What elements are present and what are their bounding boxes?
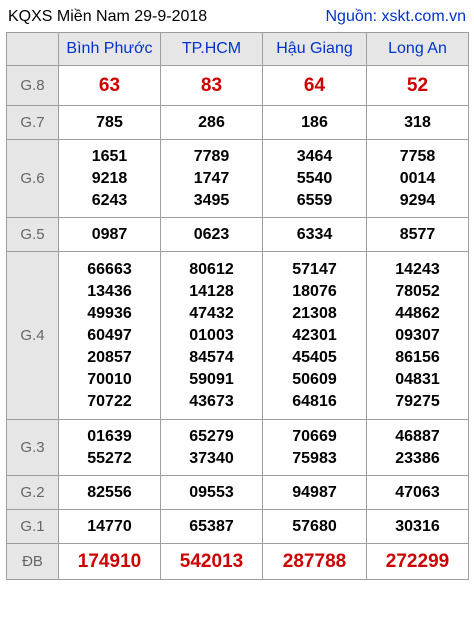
result-number: 01639 — [87, 427, 132, 445]
result-number: 49936 — [87, 304, 132, 322]
source-link[interactable]: Nguồn: xskt.com.vn — [325, 8, 466, 25]
result-number: 7758 — [399, 147, 436, 165]
result-number: 75983 — [292, 449, 337, 467]
prize-label: G.2 — [7, 476, 59, 510]
result-number: 287788 — [282, 550, 347, 572]
page-header — [6, 2, 468, 32]
result-number: 78052 — [395, 282, 440, 300]
result-number: 63 — [98, 74, 121, 96]
result-number: 174910 — [77, 550, 142, 572]
table-header-row — [7, 33, 469, 66]
result-cell — [161, 140, 263, 218]
table-row — [7, 218, 469, 252]
result-number: 60497 — [87, 326, 132, 344]
result-number: 79275 — [395, 392, 440, 410]
result-number: 80612 — [189, 260, 234, 278]
table-row — [7, 476, 469, 510]
result-cell — [367, 476, 469, 510]
result-cell — [161, 420, 263, 476]
prize-label: ĐB — [7, 544, 59, 580]
table-row — [7, 510, 469, 544]
result-number: 5540 — [296, 169, 333, 187]
result-cell — [263, 476, 367, 510]
result-number: 1651 — [91, 147, 128, 165]
result-number: 04831 — [395, 370, 440, 388]
result-number: 14128 — [189, 282, 234, 300]
result-number: 286 — [198, 113, 225, 131]
table-row — [7, 252, 469, 420]
result-number: 66663 — [87, 260, 132, 278]
result-cell — [367, 140, 469, 218]
result-number: 6243 — [91, 191, 128, 209]
result-number: 01003 — [189, 326, 234, 344]
result-number: 6334 — [296, 225, 333, 243]
result-cell — [367, 510, 469, 544]
result-number: 8577 — [399, 225, 436, 243]
result-cell — [367, 106, 469, 140]
result-number: 272299 — [385, 550, 450, 572]
result-number: 44862 — [395, 304, 440, 322]
column-header-tp-hcm: TP.HCM — [161, 33, 263, 66]
result-cell — [59, 106, 161, 140]
result-cell — [59, 420, 161, 476]
result-number: 18076 — [292, 282, 337, 300]
result-cell — [59, 66, 161, 106]
result-cell — [367, 66, 469, 106]
result-number: 186 — [301, 113, 328, 131]
table-row — [7, 66, 469, 106]
results-page — [6, 2, 468, 580]
table-row — [7, 140, 469, 218]
result-cell — [59, 476, 161, 510]
result-number: 57680 — [292, 517, 337, 535]
result-cell — [59, 218, 161, 252]
result-cell — [161, 106, 263, 140]
result-cell — [263, 510, 367, 544]
result-number: 55272 — [87, 449, 132, 467]
result-cell — [367, 218, 469, 252]
result-number: 3464 — [296, 147, 333, 165]
result-cell — [367, 252, 469, 420]
result-number: 9218 — [91, 169, 128, 187]
result-cell — [367, 544, 469, 580]
column-header-binh-phuoc: Bình Phước — [59, 33, 161, 66]
result-cell — [161, 252, 263, 420]
result-cell — [263, 106, 367, 140]
corner-cell — [7, 33, 59, 66]
result-number: 6559 — [296, 191, 333, 209]
column-header-hau-giang: Hậu Giang — [263, 33, 367, 66]
result-number: 785 — [96, 113, 123, 131]
result-number: 42301 — [292, 326, 337, 344]
result-number: 0623 — [193, 225, 230, 243]
result-number: 59091 — [189, 370, 234, 388]
result-number: 13436 — [87, 282, 132, 300]
result-cell — [59, 140, 161, 218]
result-number: 14770 — [87, 517, 132, 535]
result-number: 37340 — [189, 449, 234, 467]
result-number: 9294 — [399, 191, 436, 209]
result-cell — [263, 66, 367, 106]
result-number: 3495 — [193, 191, 230, 209]
prize-label: G.7 — [7, 106, 59, 140]
result-cell — [161, 66, 263, 106]
result-cell — [263, 420, 367, 476]
result-number: 64 — [303, 74, 326, 96]
result-number: 0987 — [91, 225, 128, 243]
prize-label: G.5 — [7, 218, 59, 252]
result-number: 50609 — [292, 370, 337, 388]
result-number: 23386 — [395, 449, 440, 467]
result-number: 94987 — [292, 483, 337, 501]
result-number: 57147 — [292, 260, 337, 278]
result-number: 21308 — [292, 304, 337, 322]
result-number: 83 — [200, 74, 223, 96]
table-row — [7, 544, 469, 580]
result-number: 46887 — [395, 427, 440, 445]
result-number: 09553 — [189, 483, 234, 501]
result-number: 30316 — [395, 517, 440, 535]
result-cell — [161, 510, 263, 544]
prize-label: G.6 — [7, 140, 59, 218]
column-header-long-an: Long An — [367, 33, 469, 66]
result-number: 318 — [404, 113, 431, 131]
result-number: 09307 — [395, 326, 440, 344]
result-number: 45405 — [292, 348, 337, 366]
prize-label: G.8 — [7, 66, 59, 106]
result-number: 70722 — [87, 392, 132, 410]
result-number: 65387 — [189, 517, 234, 535]
table-body — [7, 66, 469, 580]
result-number: 65279 — [189, 427, 234, 445]
results-table — [6, 32, 469, 580]
result-cell — [59, 252, 161, 420]
result-cell — [263, 252, 367, 420]
result-cell — [161, 218, 263, 252]
result-number: 86156 — [395, 348, 440, 366]
table-row — [7, 106, 469, 140]
result-cell — [59, 510, 161, 544]
result-cell — [59, 544, 161, 580]
result-number: 82556 — [87, 483, 132, 501]
result-number: 20857 — [87, 348, 132, 366]
result-cell — [263, 218, 367, 252]
result-number: 84574 — [189, 348, 234, 366]
result-number: 7789 — [193, 147, 230, 165]
result-number: 43673 — [189, 392, 234, 410]
prize-label: G.3 — [7, 420, 59, 476]
result-number: 1747 — [193, 169, 230, 187]
result-number: 542013 — [179, 550, 244, 572]
page-title: KQXS Miền Nam 29-9-2018 — [8, 8, 208, 25]
result-number: 70010 — [87, 370, 132, 388]
result-cell — [367, 420, 469, 476]
result-cell — [161, 544, 263, 580]
result-number: 70669 — [292, 427, 337, 445]
table-row — [7, 420, 469, 476]
result-number: 52 — [406, 74, 429, 96]
result-number: 64816 — [292, 392, 337, 410]
result-cell — [161, 476, 263, 510]
result-number: 47063 — [395, 483, 440, 501]
result-number: 0014 — [399, 169, 436, 187]
result-cell — [263, 140, 367, 218]
result-cell — [263, 544, 367, 580]
prize-label: G.1 — [7, 510, 59, 544]
prize-label: G.4 — [7, 252, 59, 420]
result-number: 14243 — [395, 260, 440, 278]
result-number: 47432 — [189, 304, 234, 322]
